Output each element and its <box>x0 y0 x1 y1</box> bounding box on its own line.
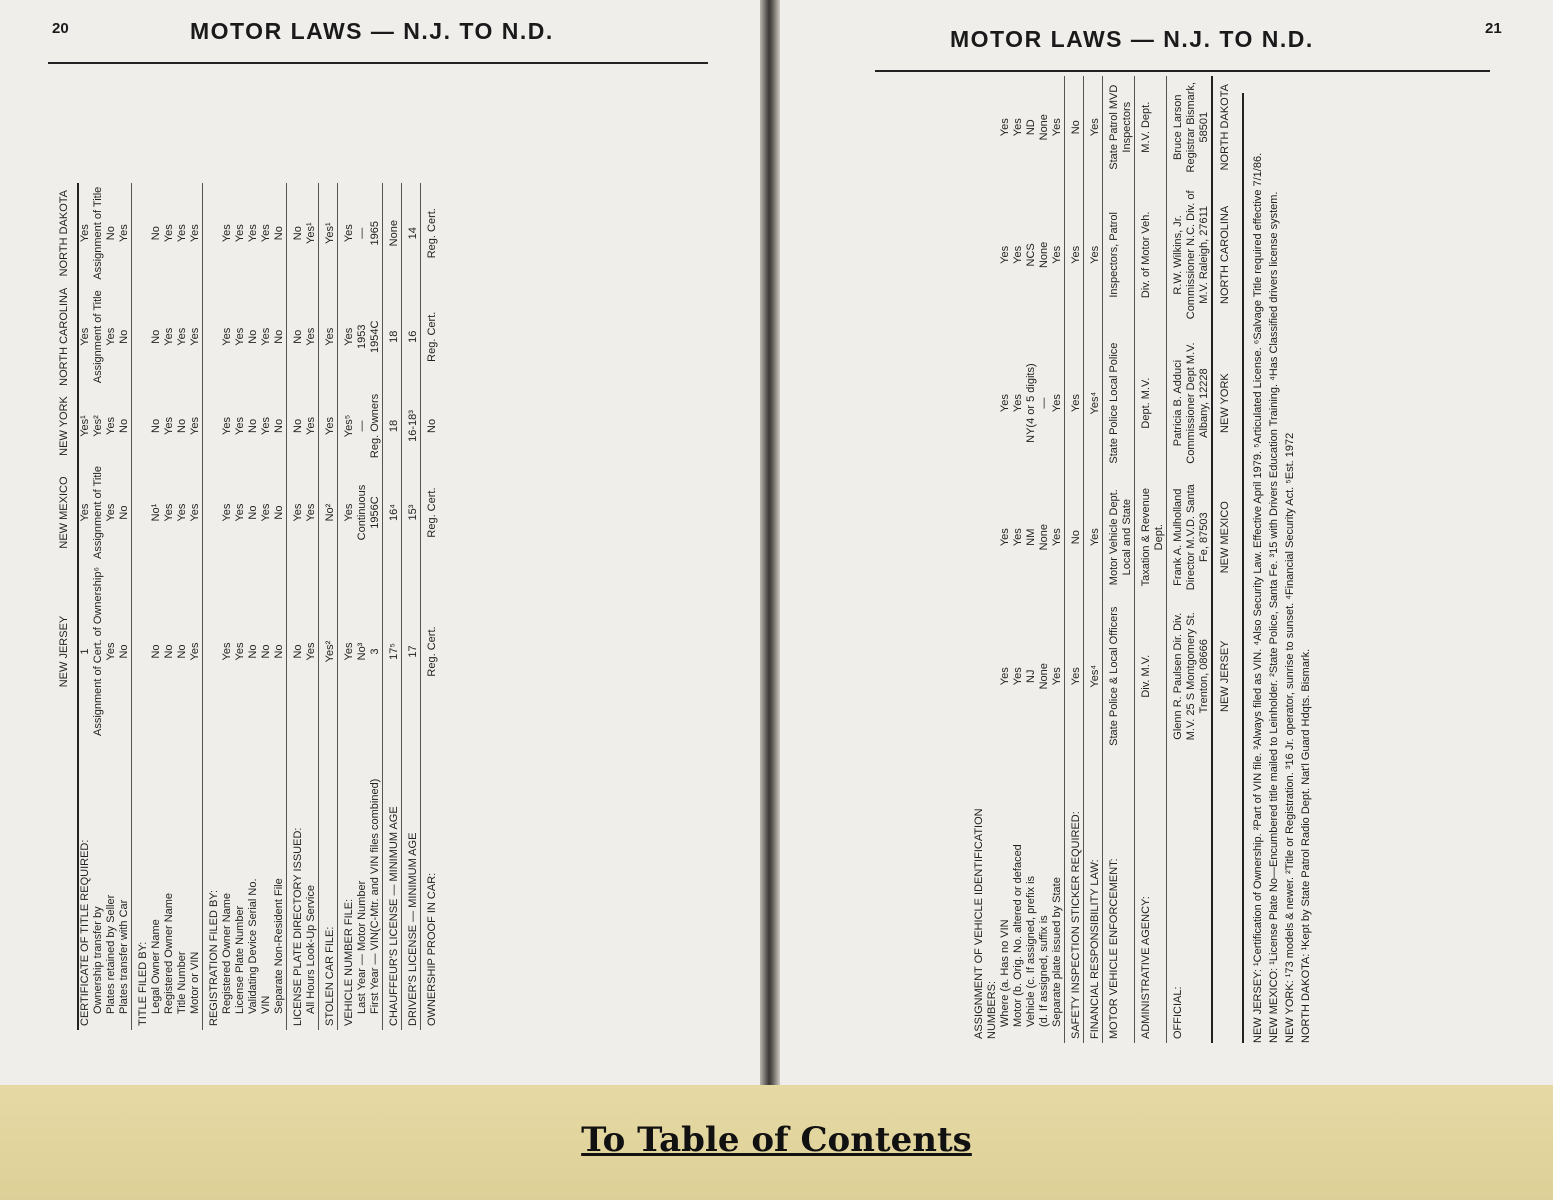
table-cell: Yes <box>221 503 233 522</box>
right-table-rotated <box>973 76 1553 1043</box>
table-cell <box>973 76 999 178</box>
table-cell: No <box>273 418 285 433</box>
motor-laws-table-right <box>973 76 1238 1043</box>
section-title: OWNERSHIP PROOF IN CAR: <box>421 740 440 1030</box>
row-label: Legal Owner Name <box>150 919 162 1014</box>
table-cell: — <box>356 420 368 432</box>
table-cell: Yes <box>319 390 338 462</box>
table-cell <box>203 284 222 390</box>
section-title: REGISTRATION FILED BY: <box>203 740 222 1030</box>
table-cell: Reg. Cert. <box>421 563 440 740</box>
table-cell: Yes <box>338 462 357 563</box>
table-cell: No <box>260 644 272 659</box>
section-title: TITLE FILED BY: <box>132 740 151 1030</box>
table-row <box>356 183 369 1030</box>
table-cell: NM <box>1025 528 1037 546</box>
table-cell: 1956C <box>369 496 381 529</box>
table-row <box>163 183 176 1030</box>
row-label: All Hours Look-Up Service <box>305 885 317 1014</box>
table-cell <box>132 390 151 462</box>
table-cell <box>973 599 999 753</box>
table-cell: Yes¹ <box>78 390 92 462</box>
table-cell: Yes <box>189 503 201 522</box>
section-title: SAFETY INSPECTION STICKER REQUIRED: <box>1065 753 1084 1043</box>
table-cell: 1965 <box>369 220 381 246</box>
table-row <box>1084 76 1103 1043</box>
table-cell: Yes <box>163 416 175 435</box>
table-cell: No¹ <box>150 503 162 522</box>
table-cell: Yes <box>105 503 117 522</box>
column-header-row <box>52 183 78 1030</box>
table-cell: No <box>150 329 162 344</box>
table-cell: Patricia B. Adduci Commissioner Dept M.V. Albany, 12228 <box>1167 331 1213 475</box>
row-label: First Year — VIN(C-Mtr. and VIN files combined) <box>369 778 381 1014</box>
table-cell: Inspectors, Patrol <box>1103 178 1135 331</box>
table-cell: Yes <box>1012 394 1024 413</box>
table-cell: Continuous <box>356 484 368 541</box>
table-cell: Yes <box>1065 599 1084 753</box>
table-row <box>221 183 234 1030</box>
footnote: NEW MEXICO: ¹License Plate No—Encumbered title mailed to Leinholder. ²State Police, Santa Fe. ³15 with Drivers Education Training. ⁴Has Classified drivers license system. <box>1268 191 1280 1043</box>
table-cell <box>132 462 151 563</box>
table-cell: 1 <box>78 563 92 740</box>
table-cell: Yes <box>105 416 117 435</box>
row-label: Motor (b. Orig. No. altered or defaced <box>1012 844 1024 1027</box>
left-table-rotated <box>52 75 722 1030</box>
table-cell: Frank A. Mulholland Director M.V.D. Santa Fe, 87503 <box>1167 475 1213 600</box>
row-label: Where (a. Has no VIN <box>999 919 1011 1027</box>
table-cell: 3 <box>369 648 381 655</box>
table-cell: None <box>1038 524 1050 551</box>
table-cell: Yes <box>305 327 317 346</box>
table-cell: NY(4 or 5 digits) <box>1025 363 1037 443</box>
row-label: VIN <box>260 995 272 1014</box>
row-label: Separate Non-Resident File <box>273 878 285 1014</box>
table-cell: Reg. Cert. <box>421 462 440 563</box>
footnote: NEW JERSEY: ¹Certification of Ownership. ²Part of VIN file. ³Always filed as VIN. ⁴Also Security Law. Effective April 1979. ⁵Articulated License. ⁶Salvage Title required effective 7/1/86. <box>1252 152 1264 1043</box>
table-cell <box>203 183 222 284</box>
table-row <box>1135 76 1167 1043</box>
table-cell: 15³ <box>402 462 421 563</box>
section-title: MOTOR VEHICLE ENFORCEMENT: <box>1103 753 1135 1043</box>
page-number-left: 20 <box>52 20 69 37</box>
page-number-right: 21 <box>1485 20 1502 37</box>
section-title: ADMINISTRATIVE AGENCY: <box>1135 753 1167 1043</box>
table-row <box>999 76 1012 1043</box>
table-cell <box>973 178 999 331</box>
table-cell <box>973 331 999 475</box>
table-cell: NCS <box>1025 243 1037 267</box>
column-footer: NORTH DAKOTA <box>1212 76 1238 178</box>
table-row <box>973 76 999 1043</box>
table-cell: Yes <box>1012 245 1024 264</box>
table-cell: None <box>383 183 402 284</box>
table-cell: No <box>118 418 130 433</box>
table-cell: M.V. Dept. <box>1135 76 1167 178</box>
table-cell: — <box>1038 397 1050 409</box>
table-cell: No <box>273 644 285 659</box>
table-cell: 18 <box>383 284 402 390</box>
table-cell: Assignment of Title <box>92 466 104 559</box>
column-header: NEW MEXICO <box>58 476 70 549</box>
table-cell: No <box>247 329 259 344</box>
table-cell: No <box>176 418 188 433</box>
table-cell: Yes <box>260 416 272 435</box>
table-cell: Yes⁴ <box>1084 599 1103 753</box>
column-header: NEW YORK <box>58 396 70 456</box>
section-title: CERTIFICATE OF TITLE REQUIRED: <box>78 740 92 1030</box>
table-row <box>1038 76 1051 1043</box>
table-cell: 18 <box>383 390 402 462</box>
table-cell: Yes <box>1084 76 1103 178</box>
table-cell: Yes <box>221 224 233 243</box>
table-cell: No <box>421 390 440 462</box>
table-cell: Yes¹ <box>319 183 338 284</box>
table-cell <box>203 390 222 462</box>
table-cell: Yes <box>78 284 92 390</box>
table-cell: No <box>287 390 306 462</box>
table-cell: Dept. M.V. <box>1135 331 1167 475</box>
column-footer: NEW MEXICO <box>1212 475 1238 600</box>
table-cell: Yes <box>305 642 317 661</box>
table-cell: Yes <box>287 462 306 563</box>
table-cell <box>132 563 151 740</box>
column-header: NEW JERSEY <box>58 615 70 688</box>
table-cell: 1954C <box>369 320 381 353</box>
footnote: NEW YORK: ¹73 models & newer. ²Title or Registration. ³16 Jr. operator, sunrise to sunset. ⁴Financial Security Act. ⁵Est. 1972 <box>1284 432 1296 1043</box>
table-cell: No <box>118 329 130 344</box>
table-cell: Reg. Cert. <box>421 183 440 284</box>
table-cell: No <box>150 418 162 433</box>
table-row <box>203 183 222 1030</box>
row-label: (d. If assigned, suffix is <box>1038 915 1050 1027</box>
table-cell: Yes <box>234 503 246 522</box>
table-cell: Yes² <box>92 415 104 437</box>
table-cell: Yes <box>999 394 1011 413</box>
table-cell: Motor Vehicle Dept. Local and State <box>1103 475 1135 600</box>
table-cell: Yes <box>260 327 272 346</box>
table-cell: Yes <box>338 183 357 284</box>
table-cell: Yes <box>999 667 1011 686</box>
table-cell: Yes <box>1084 475 1103 600</box>
table-cell: Yes <box>234 642 246 661</box>
row-label: Validating Device Serial No. <box>247 878 259 1014</box>
table-cell: Yes <box>1051 118 1063 137</box>
column-footer: NORTH CAROLINA <box>1212 178 1238 331</box>
section-title: DRIVER'S LICENSE — MINIMUM AGE <box>402 740 421 1030</box>
table-cell: NJ <box>1025 669 1037 683</box>
table-row <box>1103 76 1135 1043</box>
table-row <box>260 183 273 1030</box>
table-cell: No <box>247 418 259 433</box>
table-cell: Reg. Owners <box>369 393 381 459</box>
table-cell: Assignment of Cert. of Ownership⁶ <box>92 567 104 736</box>
table-cell: Yes <box>1051 667 1063 686</box>
table-cell: None <box>1038 114 1050 141</box>
table-cell: Yes <box>105 327 117 346</box>
table-cell: Yes <box>221 642 233 661</box>
header-rule-left <box>48 62 708 64</box>
table-cell <box>132 284 151 390</box>
table-cell: No <box>287 183 306 284</box>
table-cell: Yes <box>1065 178 1084 331</box>
table-row <box>319 183 338 1030</box>
row-label: Registered Owner Name <box>163 892 175 1014</box>
table-cell: Bruce Larson Registrar Bismark, 58501 <box>1167 76 1213 178</box>
table-row <box>402 183 421 1030</box>
table-row <box>234 183 247 1030</box>
table-cell: Yes <box>163 503 175 522</box>
table-row <box>1051 76 1065 1043</box>
table-row <box>305 183 319 1030</box>
table-cell: Yes <box>338 563 357 740</box>
table-row <box>150 183 163 1030</box>
section-title: LICENSE PLATE DIRECTORY ISSUED: <box>287 740 306 1030</box>
table-row <box>247 183 260 1030</box>
row-label: Registered Owner Name <box>221 892 233 1014</box>
page-header-right: MOTOR LAWS — N.J. TO N.D. <box>950 26 1314 52</box>
table-cell: None <box>1038 663 1050 690</box>
table-cell: Assignment of Title <box>92 290 104 384</box>
footnotes <box>1242 93 1314 1043</box>
table-cell: No <box>163 644 175 659</box>
header-rule-right <box>875 70 1490 72</box>
table-row <box>1167 76 1213 1043</box>
column-header: NORTH CAROLINA <box>58 287 70 386</box>
table-cell: Assignment of Title <box>92 186 104 280</box>
table-cell: Yes <box>221 416 233 435</box>
left-page <box>0 0 760 1085</box>
row-label: Plates retained by Seller <box>105 894 117 1014</box>
table-cell: Yes <box>1065 331 1084 475</box>
table-cell: — <box>356 227 368 239</box>
table-cell: Yes <box>999 528 1011 547</box>
table-row <box>383 183 402 1030</box>
table-cell: Yes <box>176 503 188 522</box>
table-cell: No <box>118 644 130 659</box>
section-title: VEHICLE NUMBER FILE: <box>338 740 357 1030</box>
table-cell: Glenn R. Paulsen Dir. Div. M.V. 25 S Montgomery St. Trenton, 08666 <box>1167 599 1213 753</box>
table-row <box>176 183 189 1030</box>
table-cell: Yes <box>221 327 233 346</box>
row-label: Motor or VIN <box>189 951 201 1014</box>
section-title: OFFICIAL: <box>1167 753 1213 1043</box>
table-cell: Yes <box>1084 178 1103 331</box>
table-cell: Yes <box>1051 245 1063 264</box>
table-cell: Yes <box>1012 528 1024 547</box>
table-row <box>369 183 383 1030</box>
table-cell: No <box>247 644 259 659</box>
table-cell: No <box>273 226 285 241</box>
header-spacer <box>52 740 78 1030</box>
table-cell: Yes <box>176 224 188 243</box>
table-row <box>1025 76 1038 1043</box>
table-cell: Yes <box>189 642 201 661</box>
table-cell: No² <box>319 462 338 563</box>
section-title: FINANCIAL RESPONSIBILITY LAW: <box>1084 753 1103 1043</box>
table-of-contents-link[interactable]: To Table of Contents <box>581 1120 972 1160</box>
table-cell: Yes <box>234 416 246 435</box>
table-cell: 16 <box>402 284 421 390</box>
table-cell: Yes <box>234 327 246 346</box>
table-cell: Yes <box>260 503 272 522</box>
table-cell: ND <box>1025 119 1037 136</box>
table-cell: No <box>273 329 285 344</box>
table-cell: No <box>118 505 130 520</box>
table-cell: Yes <box>260 224 272 243</box>
row-label: License Plate Number <box>234 905 246 1014</box>
table-cell: R.W. Wilkins, Jr. Commissioner N.C. Div. of M.V. Raleigh, 27611 <box>1167 178 1213 331</box>
table-cell: No <box>105 226 117 241</box>
table-cell: 16-18³ <box>402 390 421 462</box>
table-cell: 14 <box>402 183 421 284</box>
row-label: Plates transfer with Car <box>118 899 130 1014</box>
table-cell: 17 <box>402 563 421 740</box>
column-footer: NEW YORK <box>1212 331 1238 475</box>
table-row <box>338 183 357 1030</box>
table-cell: Yes¹ <box>305 222 317 244</box>
table-cell: Yes <box>118 224 130 243</box>
table-row <box>92 183 105 1030</box>
table-cell <box>203 462 222 563</box>
section-title: STOLEN CAR FILE: <box>319 740 338 1030</box>
footnote: NORTH DAKOTA: ¹Kept by State Patrol Radio Dept. Nat'l Guard Hdqts. Bismark. <box>1300 648 1312 1043</box>
table-cell: Yes <box>163 327 175 346</box>
table-cell: Yes <box>999 245 1011 264</box>
table-row <box>421 183 440 1030</box>
table-cell: State Police Local Police <box>1103 331 1135 475</box>
table-cell: Reg. Cert. <box>421 284 440 390</box>
motor-laws-table-left <box>52 183 439 1030</box>
table-cell: No <box>247 505 259 520</box>
table-cell: Yes <box>1051 528 1063 547</box>
table-cell: Yes <box>189 416 201 435</box>
section-title: ASSIGNMENT OF VEHICLE IDENTIFICATION NUMBERS: <box>973 808 998 1039</box>
table-cell <box>132 183 151 284</box>
table-cell: Yes <box>999 118 1011 137</box>
table-cell: Yes <box>234 224 246 243</box>
row-label: Title Number <box>176 951 188 1014</box>
table-row <box>78 183 92 1030</box>
right-page <box>780 0 1553 1085</box>
table-row <box>189 183 203 1030</box>
page-header-left: MOTOR LAWS — N.J. TO N.D. <box>190 18 554 44</box>
table-cell: Yes <box>189 224 201 243</box>
row-label: Ownership transfer by <box>92 906 104 1014</box>
table-cell: Taxation & Revenue Dept. <box>1135 475 1167 600</box>
table-row <box>1012 76 1025 1043</box>
table-cell: Div. of Motor Veh. <box>1135 178 1167 331</box>
table-row <box>273 183 287 1030</box>
table-cell: Yes <box>338 284 357 390</box>
table-cell: 17⁵ <box>383 563 402 740</box>
table-cell: Yes <box>319 284 338 390</box>
table-row <box>287 183 306 1030</box>
row-label: Vehicle (c. If assigned, prefix is <box>1025 875 1037 1027</box>
table-cell: Yes <box>1012 118 1024 137</box>
table-cell: Yes <box>305 503 317 522</box>
table-cell: No <box>1065 475 1084 600</box>
column-footer-row <box>1212 76 1238 1043</box>
table-cell: Yes² <box>319 563 338 740</box>
table-cell <box>203 563 222 740</box>
table-cell: Yes <box>305 416 317 435</box>
table-row <box>1065 76 1084 1043</box>
table-cell: No <box>176 644 188 659</box>
table-cell: State Police & Local Officers <box>1103 599 1135 753</box>
table-cell: Yes <box>105 642 117 661</box>
table-cell: No <box>273 505 285 520</box>
table-row <box>118 183 132 1030</box>
table-cell: Yes <box>176 327 188 346</box>
table-cell: Yes <box>1012 667 1024 686</box>
table-cell: No <box>150 644 162 659</box>
table-cell: No³ <box>356 642 368 661</box>
table-cell: Yes <box>1051 394 1063 413</box>
table-cell: 1953 <box>356 324 368 349</box>
table-cell: State Patrol MVD Inspectors <box>1103 76 1135 178</box>
table-cell: Div. M.V. <box>1135 599 1167 753</box>
footer-spacer <box>1212 753 1238 1043</box>
table-cell <box>973 475 999 600</box>
table-cell: Yes <box>78 462 92 563</box>
table-cell: Yes <box>78 183 92 284</box>
table-row <box>105 183 118 1030</box>
table-cell: Yes <box>163 224 175 243</box>
table-row <box>132 183 151 1030</box>
table-cell: No <box>150 226 162 241</box>
table-cell: No <box>1065 76 1084 178</box>
row-label: Last Year — Motor Number <box>356 880 368 1014</box>
table-cell: Yes⁴ <box>1084 331 1103 475</box>
table-cell: None <box>1038 241 1050 269</box>
column-footer: NEW JERSEY <box>1212 599 1238 753</box>
column-header: NORTH DAKOTA <box>58 190 70 277</box>
table-cell: No <box>287 284 306 390</box>
table-cell: Yes <box>247 224 259 243</box>
book-gutter <box>760 0 780 1085</box>
table-cell: Yes⁵ <box>338 390 357 462</box>
section-title: CHAUFFEUR'S LICENSE — MINIMUM AGE <box>383 740 402 1030</box>
row-label: Separate plate issued by State <box>1051 877 1063 1027</box>
table-cell: No <box>287 563 306 740</box>
table-cell: 16⁴ <box>383 462 402 563</box>
table-cell: Yes <box>189 327 201 346</box>
